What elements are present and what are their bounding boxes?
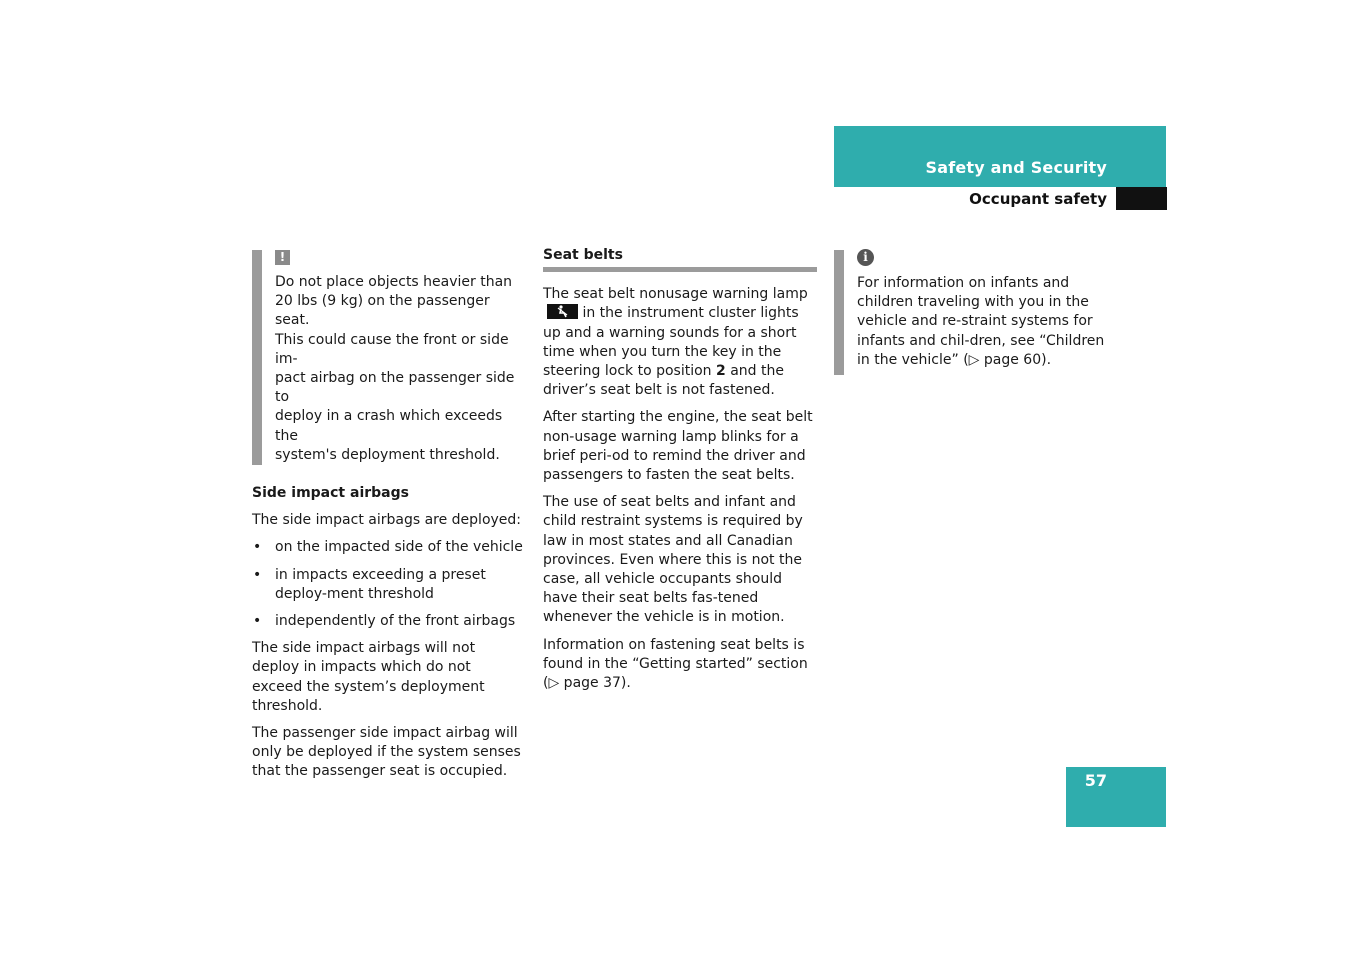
side-impact-list	[252, 538, 524, 631]
key-position: 2	[716, 363, 726, 380]
thumb-tab	[1116, 187, 1167, 210]
seat-belt-text: and the driver’s seat belt is not fastened.	[543, 363, 784, 399]
info-note-bar	[834, 250, 844, 375]
side-impact-heading: Side impact airbags	[252, 485, 409, 502]
warning-note-bar	[252, 250, 262, 465]
column-3	[834, 248, 1110, 389]
list-item: • independently of the front airbags	[252, 612, 524, 631]
section-title: Safety and Security	[925, 158, 1107, 177]
side-impact-intro: The side impact airbags are deployed:	[252, 512, 522, 529]
seat-belt-paragraph: The use of seat belts and infant and child restraint systems is required by law in most states and all Canadian provinces. Even where this is not the case, all vehicle occupants should have their seat belts fas-tened whenever the vehicle is in motion.	[543, 494, 803, 626]
warning-line: deploy in a crash which exceeds the	[275, 408, 503, 444]
page-number: 57	[1084, 771, 1107, 790]
warning-line: system's deployment threshold.	[275, 446, 500, 463]
warning-note	[252, 248, 524, 465]
info-icon: i	[857, 249, 874, 266]
subsection-title: Occupant safety	[969, 190, 1107, 208]
warning-line: This could cause the front or side im-	[275, 331, 509, 367]
seat-belt-text: The seat belt nonusage warning lamp	[543, 286, 808, 303]
seat-belt-paragraph	[543, 285, 817, 400]
warning-line: pact airbag on the passenger side to	[275, 370, 515, 406]
header-band	[834, 126, 1166, 187]
seat-belt-paragraph: Information on fastening seat belts is found in the “Getting started” section (▷ page 37).	[543, 636, 808, 692]
exclamation-icon: !	[275, 250, 290, 265]
column-2	[543, 246, 817, 701]
list-item: • on the impacted side of the vehicle	[252, 538, 524, 557]
seat-belt-warning-icon	[547, 304, 578, 319]
info-note-text: For information on infants and children traveling with you in the vehicle and re-straint systems for infants and chil-dren, see “Children in the vehicle” (▷ page 60).	[857, 275, 1105, 368]
seat-belt-paragraph: After starting the engine, the seat belt non-usage warning lamp blinks for a brief peri-od to remind the driver and passengers to fasten the seat belts.	[543, 409, 813, 484]
warning-note-text	[275, 273, 524, 465]
seat-belts-heading: Seat belts	[543, 246, 817, 272]
warning-line: 20 lbs (9 kg) on the passenger seat.	[275, 293, 490, 329]
warning-line: Do not place objects heavier than	[275, 274, 513, 290]
side-impact-paragraph: The side impact airbags will not deploy in impacts which do not exceed the system’s deployment threshold.	[252, 640, 485, 714]
column-1	[252, 248, 524, 790]
info-note	[834, 248, 1110, 370]
side-impact-paragraph: The passenger side impact airbag will only be deployed if the system senses that the passenger seat is occupied.	[252, 725, 521, 780]
list-item: • in impacts exceeding a preset deploy-ment threshold	[252, 566, 524, 604]
seat-belt-text: in the instrument cluster lights up and a warning sounds for a short time when you turn the key in the steering lock to position	[543, 305, 799, 380]
